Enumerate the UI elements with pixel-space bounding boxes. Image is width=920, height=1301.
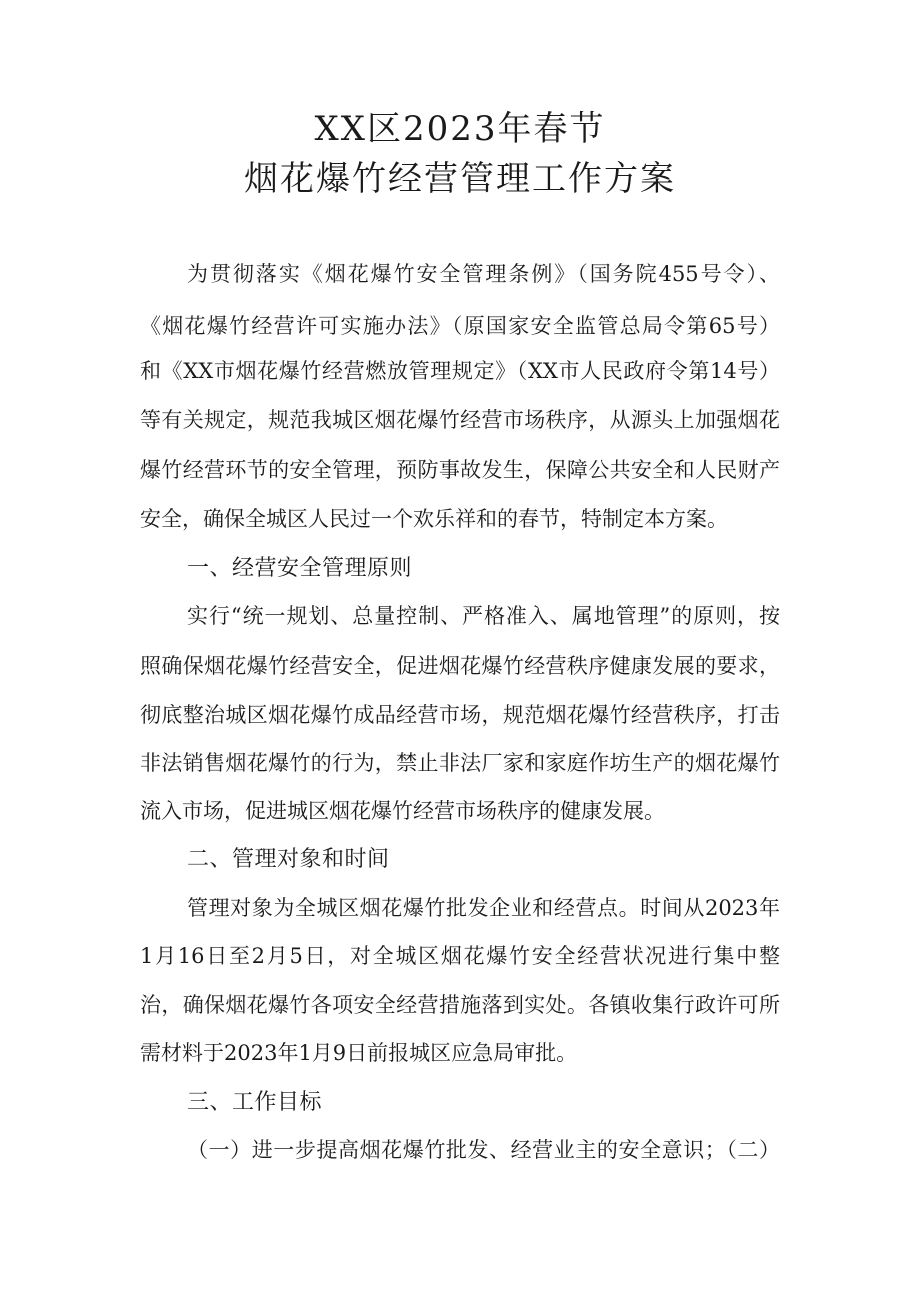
section2-line: 治，确保烟花爆竹各项安全经营措施落到实处。各镇收集行政许可所 — [140, 993, 780, 1017]
document-title-line-2: 烟花爆竹经营管理工作方案 — [244, 159, 676, 199]
intro-line: 《烟花爆竹经营许可实施办法》（原国家安全监管总局令第65号） — [140, 314, 780, 338]
document-title-line-1: XX区2023年春节 — [314, 109, 606, 149]
section1-line: 流入市场，促进城区烟花爆竹经营市场秩序的健康发展。 — [140, 799, 665, 823]
section3-line: （一）进一步提高烟花爆竹批发、经营业主的安全意识；（二） — [187, 1138, 780, 1162]
section-heading-scope: 二、管理对象和时间 — [187, 847, 390, 872]
intro-line: 等有关规定，规范我城区烟花爆竹经营市场秩序，从源头上加强烟花 — [140, 408, 780, 432]
section1-line: 实行“统一规划、总量控制、严格准入、属地管理”的原则，按 — [187, 604, 780, 628]
section-heading-principles: 一、经营安全管理原则 — [187, 556, 413, 581]
intro-line: 和《XX市烟花爆竹经营燃放管理规定》（XX市人民政府令第14号） — [140, 359, 780, 383]
section1-line: 非法销售烟花爆竹的行为，禁止非法厂家和家庭作坊生产的烟花爆竹 — [140, 751, 780, 775]
intro-line: 爆竹经营环节的安全管理，预防事故发生，保障公共安全和人民财产 — [140, 458, 780, 482]
section2-line: 1月16日至2月5日，对全城区烟花爆竹安全经营状况进行集中整 — [140, 944, 780, 968]
intro-line: 安全，确保全城区人民过一个欢乐祥和的春节，特制定本方案。 — [140, 507, 728, 531]
section1-line: 照确保烟花爆竹经营安全，促进烟花爆竹经营秩序健康发展的要求， — [140, 654, 780, 678]
section2-line: 需材料于2023年1月9日前报城区应急局审批。 — [140, 1041, 578, 1065]
section2-line: 管理对象为全城区烟花爆竹批发企业和经营点。时间从2023年 — [187, 896, 780, 920]
intro-line: 为贯彻落实《烟花爆竹安全管理条例》（国务院455号令）、 — [187, 262, 780, 286]
section1-line: 彻底整治城区烟花爆竹成品经营市场，规范烟花爆竹经营秩序，打击 — [140, 703, 780, 727]
section-heading-goals: 三、工作目标 — [187, 1090, 323, 1115]
